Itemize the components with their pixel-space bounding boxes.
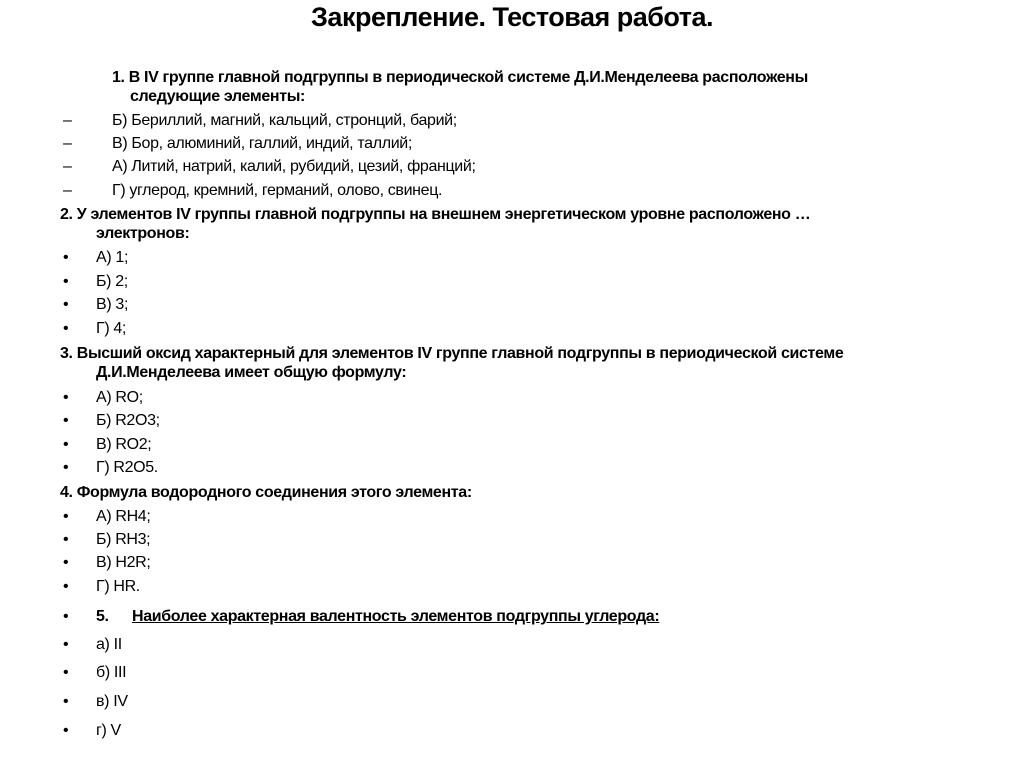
bullet-icon: • xyxy=(63,273,69,290)
question-text: 1. В IV группе главной подгруппы в периодической системе Д.И.Менделеева расположены xyxy=(112,69,808,86)
question-text: 4. Формула водородного соединения этого элемента: xyxy=(60,484,472,501)
answer-option: В) Бор, алюминий, галлий, индий, таллий; xyxy=(112,135,412,152)
bullet-icon: • xyxy=(63,578,69,595)
answer-option: Г) 4; xyxy=(96,320,127,337)
dash-icon: – xyxy=(63,135,72,152)
bullet-icon: • xyxy=(63,320,69,337)
answer-option: Б) 2; xyxy=(96,273,128,290)
answer-option: В) 3; xyxy=(96,296,129,313)
answer-option: Б) R2O3; xyxy=(96,412,160,429)
bullet-icon: • xyxy=(63,608,69,625)
answer-option: В) H2R; xyxy=(96,554,151,571)
question-text: Наиболее характерная валентность элементов подгруппы углерода: xyxy=(132,608,660,625)
answer-option: Б) RH3; xyxy=(96,531,151,548)
answer-option: г) V xyxy=(96,722,121,739)
dash-icon: – xyxy=(63,158,72,175)
bullet-icon: • xyxy=(63,693,69,710)
answer-option: А) Литий, натрий, калий, рубидий, цезий, франций; xyxy=(112,158,476,175)
bullet-icon: • xyxy=(63,554,69,571)
bullet-icon: • xyxy=(63,436,69,453)
answer-option: Г) углерод, кремний, германий, олово, свинец. xyxy=(112,182,443,199)
answer-option: А) 1; xyxy=(96,249,129,266)
question-number: 5. xyxy=(96,608,109,625)
dash-icon: – xyxy=(63,182,72,199)
answer-option: Б) Бериллий, магний, кальций, стронций, барий; xyxy=(112,112,457,129)
bullet-icon: • xyxy=(63,389,69,406)
answer-option: Г) R2O5. xyxy=(96,459,158,476)
question-text: электронов: xyxy=(96,225,190,242)
question-text: Д.И.Менделеева имеет общую формулу: xyxy=(96,364,407,381)
answer-option: а) II xyxy=(96,636,122,653)
bullet-icon: • xyxy=(63,459,69,476)
answer-option: А) RH4; xyxy=(96,508,151,525)
bullet-icon: • xyxy=(63,296,69,313)
bullet-icon: • xyxy=(63,249,69,266)
answer-option: Г) HR. xyxy=(96,578,140,595)
bullet-icon: • xyxy=(63,722,69,739)
question-text: 3. Высший оксид характерный для элементов IV группе главной подгруппы в периодической системе xyxy=(60,345,844,362)
answer-option: б) III xyxy=(96,664,127,681)
bullet-icon: • xyxy=(63,664,69,681)
question-text: следующие элементы: xyxy=(130,88,305,105)
question-text: 2. У элементов IV группы главной подгруппы на внешнем энергетическом уровне расположено … xyxy=(60,206,811,223)
answer-option: В) RO2; xyxy=(96,436,152,453)
bullet-icon: • xyxy=(63,412,69,429)
slide-title: Закрепление. Тестовая работа. xyxy=(311,2,713,32)
dash-icon: – xyxy=(63,112,72,129)
bullet-icon: • xyxy=(63,531,69,548)
bullet-icon: • xyxy=(63,508,69,525)
bullet-icon: • xyxy=(63,636,69,653)
answer-option: А) RO; xyxy=(96,389,143,406)
answer-option: в) IV xyxy=(96,693,128,710)
